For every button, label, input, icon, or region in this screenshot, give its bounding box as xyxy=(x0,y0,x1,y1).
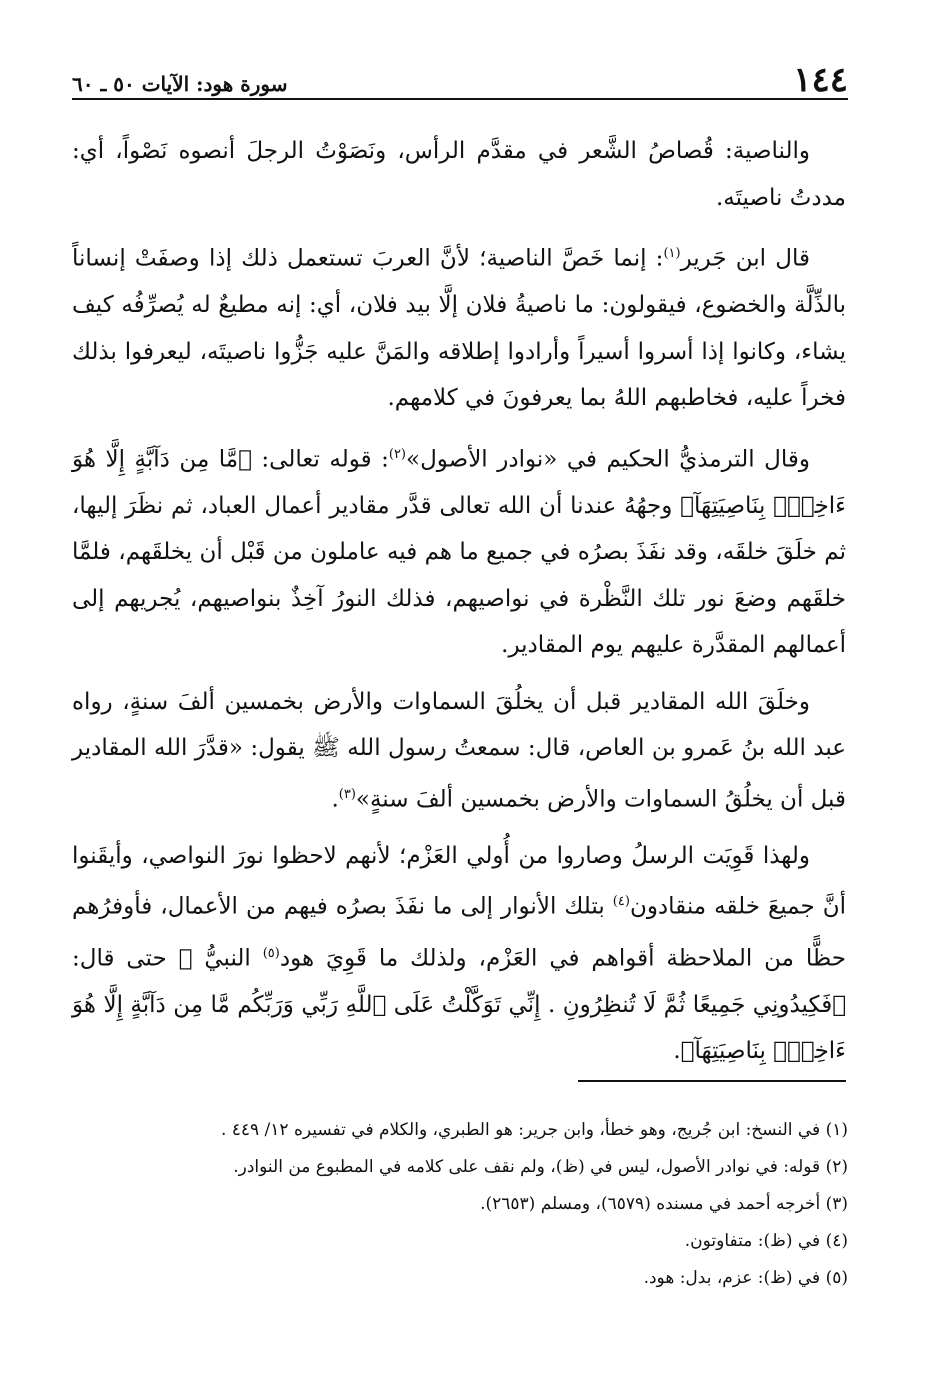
running-title: سورة هود: الآيات ٥٠ ـ ٦٠ xyxy=(72,72,288,96)
footnote: (٣) أخرجه أحمد في مسنده (٦٥٧٩)، ومسلم (٢٦٥٣). xyxy=(480,1194,848,1214)
footnote: (٤) في (ظ): متفاوتون. xyxy=(684,1231,848,1251)
footnote-rule xyxy=(578,1080,846,1082)
footnote-ref[interactable]: (٣) xyxy=(338,786,356,802)
page-number: ١٤٤ xyxy=(793,60,848,100)
footnote-ref[interactable]: (١) xyxy=(663,246,681,261)
main-text xyxy=(72,128,846,1085)
footnote-ref[interactable]: (٥) xyxy=(262,945,280,961)
paragraph: ولهذا قَوِيَت الرسلُ وصاروا من أُولي العَزْم؛ لأنهم لاحظوا نورَ النواصي، وأيقَنوا أنَّ جميعَ خلقه منقادون$^{(٤)}$ بتلك الأنوار إلى ما نفَذَ بصرُه فيهم من الأعمال، فأوفرُهم حظًّا من الملاحظة أقواهم في العَزْم، ولذلك ما قَوِيَ هود$^{(٥)}$ النبيُّ ﷺ حتى قال: ﴿فَكِيدُونِي جَمِيعًا ثُمَّ لَا تُنظِرُونِ . إِنِّي تَوَكَّلْتُ عَلَى ٱللَّهِ رَبِّي وَرَبِّكُم مَّا مِن دَآبَّةٍ إِلَّا هُوَ ءَاخِذٌۢ بِنَاصِيَتِهَآ﴾. xyxy=(72,842,847,1065)
footnotes xyxy=(72,1112,848,1297)
header-rule xyxy=(72,98,848,100)
paragraph: وخلَقَ الله المقادير قبل أن يخلُقَ السماوات والأرض بخمسين ألفَ سنةٍ، رواه عبد الله بنُ عَمرو بن العاص، قال: سمعتُ رسول الله ﷺ يقول: «قدَّرَ الله المقادير قبل أن يخلُقُ السماوات والأرض بخمسين ألفَ سنةٍ»$^{(٣)}$. xyxy=(72,688,846,813)
footnote-ref[interactable]: (٤) xyxy=(612,894,630,910)
footnote: (٢) قوله: في نوادر الأصول، ليس في (ظ)، ولم نقف على كلامه في المطبوع من النوادر. xyxy=(233,1157,848,1177)
paragraph: والناصية: قُصاصُ الشَّعر في مقدَّم الرأس، ونَصَوْتُ الرجلَ أنصوه نَصْواً، أي: مددتُ ناصيتَه. xyxy=(72,138,846,211)
footnote: (٥) في (ظ): عزم، بدل: هود. xyxy=(643,1268,848,1288)
page-header xyxy=(72,58,848,98)
footnote: (١) في النسخ: ابن جُريج، وهو خطأ، وابن جرير: هو الطبري، والكلام في تفسيره ١٢/ ٤٤٩ . xyxy=(220,1120,848,1140)
paragraph: وقال الترمذيُّ الحكيم في «نوادر الأصول»$^{(٢)}$: قوله تعالى: ﴿مَّا مِن دَآبَّةٍ إِلَّا هُوَ ءَاخِذٌۢ بِنَاصِيَتِهَآ﴾ وجهُهُ عندنا أن الله تعالى قدَّر مقادير أعمال العباد، ثم نظَرَ إليها، ثم خلَقَ خلقَه، وقد نفَذَ بصرُه في جميع ما هم فيه عاملون من قَبْل أن يخلقَهم، فلمَّا خلقَهم وضعَ نور تلك النَّظْرة في نواصيهم، فذلك النورُ آخِذٌ بنواصيهم، يُجريهم إلى أعمالهم المقدَّرة عليهم يوم المقادير. xyxy=(72,446,846,659)
footnote-ref[interactable]: (٢) xyxy=(388,446,406,462)
paragraph: قال ابن جَرير$^{(١)}$: إنما خَصَّ الناصية؛ لأنَّ العربَ تستعمل ذلك إذا وصفَتْ إنساناً بالذِّلَّة والخضوع، فيقولون: ما ناصيةُ فلان إلَّا بيد فلان، أي: إنه مطيعٌ له يُصرِّفُه كيف يشاء، وكانوا إذا أسروا أسيراً وأرادوا إطلاقه والمَنَّ عليه جَزُّوا ناصيتَه، ليعرفوا بذلك فخراً عليه، فخاطبهم اللهُ بما يعرفونَ في كلامهم. xyxy=(72,245,846,412)
